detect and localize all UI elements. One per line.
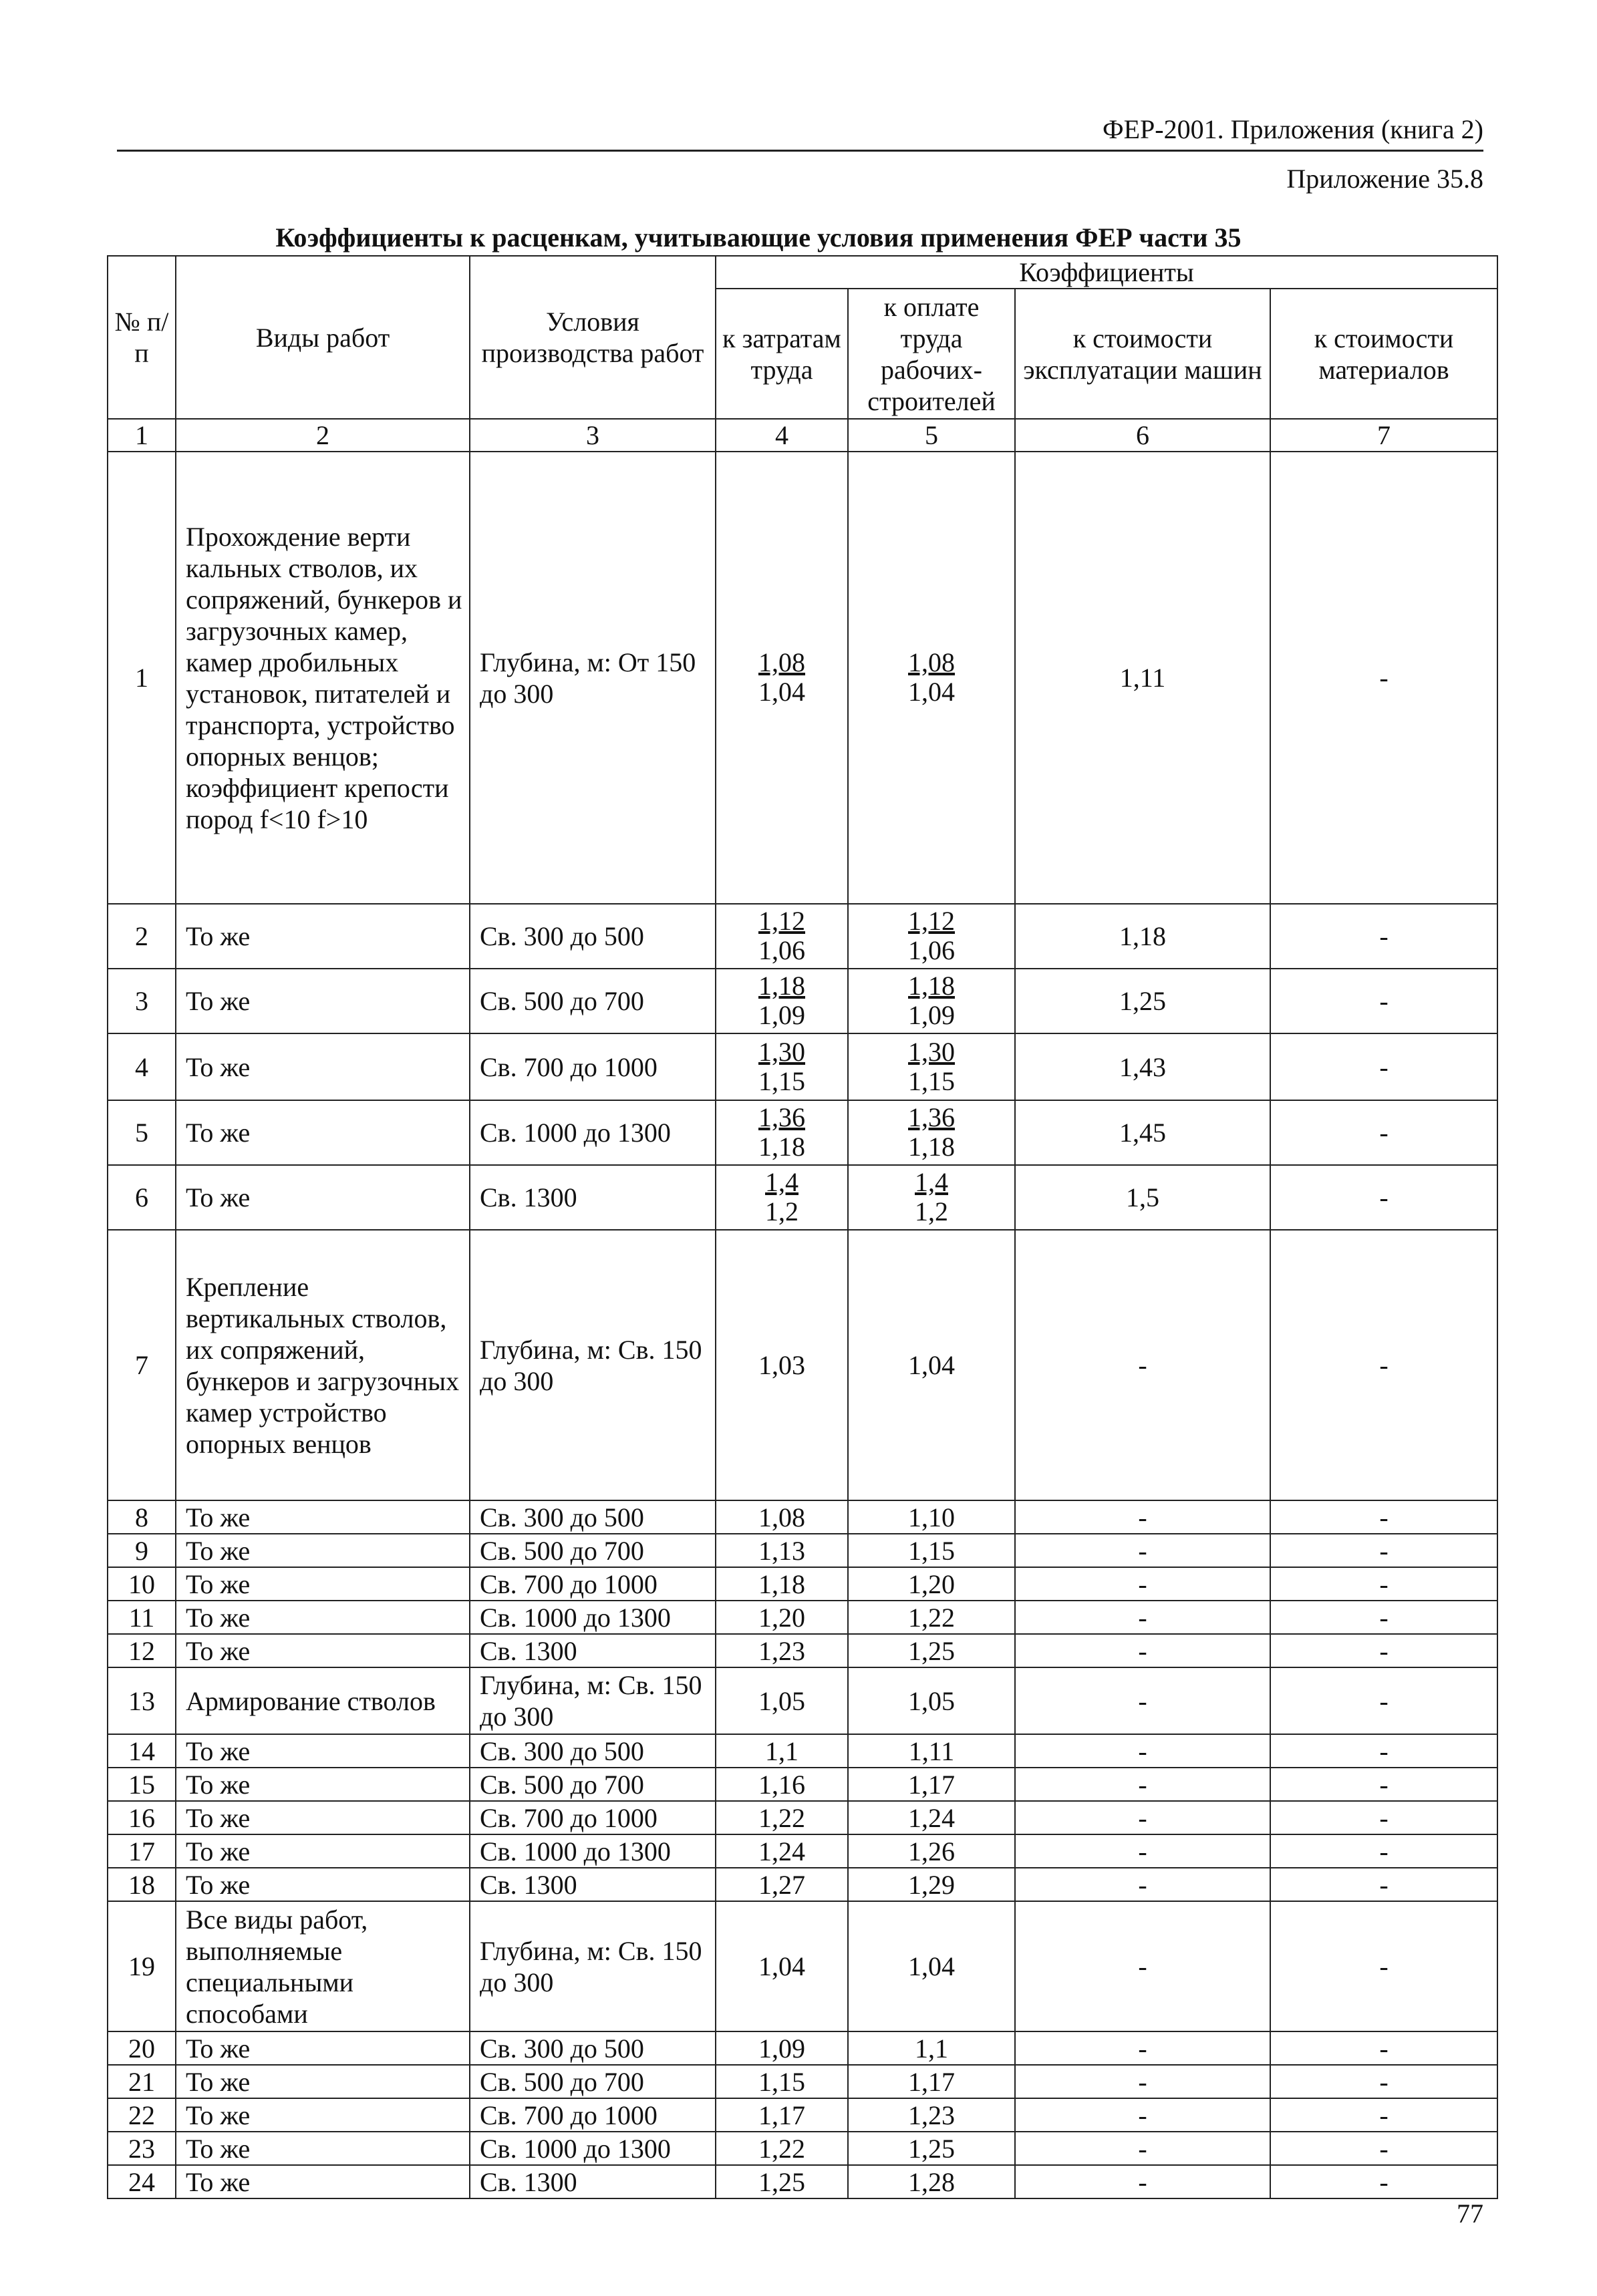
labor-coefficient-cell: 1,27 [716, 1868, 848, 1901]
materials-coefficient-cell: - [1270, 1230, 1497, 1500]
wage-coefficient-cell: 1,24 [848, 1801, 1015, 1834]
wage-coefficient-cell-fraction [908, 971, 955, 1030]
work-type-cell: То же [176, 1165, 470, 1230]
wage-coefficient-cell: 1,28 [848, 2165, 1015, 2198]
table-row [108, 1534, 1497, 1567]
labor-coefficient-cell-fraction [758, 907, 805, 965]
fraction-denominator: 1,2 [765, 1196, 798, 1226]
row-number: 3 [108, 969, 176, 1033]
table-row [108, 1230, 1497, 1500]
machines-coefficient-cell: - [1015, 1868, 1270, 1901]
wage-coefficient-cell: 1,17 [848, 1768, 1015, 1801]
conditions-cell: Св. 300 до 500 [470, 1500, 716, 1534]
work-type-cell: То же [176, 1734, 470, 1768]
fraction-numerator: 1,36 [758, 1102, 805, 1132]
machines-coefficient-cell: 1,25 [1015, 969, 1270, 1033]
work-type-cell: То же [176, 2031, 470, 2065]
materials-coefficient-cell: - [1270, 1834, 1497, 1868]
machines-coefficient-cell: - [1015, 1601, 1270, 1634]
table-row [108, 1768, 1497, 1801]
wage-coefficient-cell: 1,1 [848, 2031, 1015, 2065]
conditions-cell: Св. 1000 до 1300 [470, 1100, 716, 1165]
machines-coefficient-cell: 1,5 [1015, 1165, 1270, 1230]
labor-coefficient-cell-fraction [758, 971, 805, 1030]
fraction-numerator: 1,30 [758, 1036, 805, 1067]
labor-coefficient-cell: 1,15 [716, 2065, 848, 2098]
wage-coefficient-cell: 1,25 [848, 1634, 1015, 1667]
row-number: 19 [108, 1901, 176, 2031]
wage-coefficient-cell-fraction [908, 1037, 955, 1096]
labor-coefficient-cell [716, 969, 848, 1033]
table-row [108, 1834, 1497, 1868]
wage-coefficient-cell: 1,25 [848, 2132, 1015, 2165]
page-number: 77 [1457, 2198, 1483, 2229]
table-row [108, 1601, 1497, 1634]
fraction-denominator: 1,15 [908, 1065, 955, 1096]
wage-coefficient-cell: 1,23 [848, 2098, 1015, 2132]
wage-coefficient-cell: 1,11 [848, 1734, 1015, 1768]
machines-coefficient-cell: - [1015, 1534, 1270, 1567]
appendix-label: Приложение 35.8 [1286, 164, 1483, 194]
labor-coefficient-cell: 1,09 [716, 2031, 848, 2065]
conditions-cell: Глубина, м: Св. 150 до 300 [470, 1901, 716, 2031]
machines-coefficient-cell: - [1015, 1500, 1270, 1534]
machines-coefficient-cell: - [1015, 1734, 1270, 1768]
labor-coefficient-cell: 1,22 [716, 1801, 848, 1834]
conditions-cell: Св. 700 до 1000 [470, 1567, 716, 1601]
table-row [108, 1901, 1497, 2031]
row-number: 6 [108, 1165, 176, 1230]
materials-coefficient-cell: - [1270, 969, 1497, 1033]
machines-coefficient-cell: 1,11 [1015, 452, 1270, 904]
table-row [108, 1634, 1497, 1667]
materials-coefficient-cell: - [1270, 1100, 1497, 1165]
work-type-cell: То же [176, 1601, 470, 1634]
table-row [108, 2098, 1497, 2132]
labor-coefficient-cell [716, 1033, 848, 1100]
conditions-cell: Св. 500 до 700 [470, 1534, 716, 1567]
conditions-cell: Св. 1300 [470, 1868, 716, 1901]
materials-coefficient-cell: - [1270, 452, 1497, 904]
work-type-cell: То же [176, 1567, 470, 1601]
table-row [108, 1734, 1497, 1768]
header-wages: к оплате труда рабочих-строителей [848, 289, 1015, 419]
row-number: 24 [108, 2165, 176, 2198]
fraction-numerator: 1,4 [915, 1167, 948, 1197]
row-number: 23 [108, 2132, 176, 2165]
table-row [108, 1868, 1497, 1901]
machines-coefficient-cell: - [1015, 1230, 1270, 1500]
row-number: 18 [108, 1868, 176, 1901]
wage-coefficient-cell-fraction [908, 648, 955, 707]
labor-coefficient-cell-fraction [758, 1103, 805, 1162]
materials-coefficient-cell: - [1270, 904, 1497, 969]
coefficients-table [107, 255, 1498, 2199]
labor-coefficient-cell: 1,04 [716, 1901, 848, 2031]
work-type-cell: То же [176, 2132, 470, 2165]
conditions-cell: Св. 1300 [470, 2165, 716, 2198]
machines-coefficient-cell: - [1015, 2065, 1270, 2098]
coefficients-table-wrapper [107, 255, 1498, 2199]
row-number: 5 [108, 1100, 176, 1165]
fraction-numerator: 1,30 [908, 1036, 955, 1067]
materials-coefficient-cell: - [1270, 2065, 1497, 2098]
column-number: 4 [716, 419, 848, 452]
conditions-cell: Св. 1300 [470, 1634, 716, 1667]
row-number: 8 [108, 1500, 176, 1534]
row-number: 2 [108, 904, 176, 969]
labor-coefficient-cell-fraction [758, 648, 805, 707]
row-number: 17 [108, 1834, 176, 1868]
work-type-cell: То же [176, 1634, 470, 1667]
labor-coefficient-cell-fraction [765, 1168, 798, 1226]
machines-coefficient-cell: - [1015, 1834, 1270, 1868]
materials-coefficient-cell: - [1270, 1567, 1497, 1601]
conditions-cell: Глубина, м: Св. 150 до 300 [470, 1230, 716, 1500]
table-row [108, 1500, 1497, 1534]
machines-coefficient-cell: - [1015, 1801, 1270, 1834]
fraction-denominator: 1,06 [908, 935, 955, 965]
column-number-row [108, 419, 1497, 452]
fraction-denominator: 1,15 [758, 1065, 805, 1096]
conditions-cell: Св. 500 до 700 [470, 1768, 716, 1801]
conditions-cell: Св. 700 до 1000 [470, 2098, 716, 2132]
wage-coefficient-cell [848, 904, 1015, 969]
labor-coefficient-cell: 1,20 [716, 1601, 848, 1634]
fraction-denominator: 1,04 [758, 677, 805, 707]
work-type-cell: Все виды работ, выполняемые специальными способами [176, 1901, 470, 2031]
work-type-cell: То же [176, 1801, 470, 1834]
fraction-numerator: 1,12 [758, 906, 805, 936]
labor-coefficient-cell [716, 1165, 848, 1230]
conditions-cell: Св. 300 до 500 [470, 2031, 716, 2065]
conditions-cell: Св. 1000 до 1300 [470, 1834, 716, 1868]
conditions-cell: Св. 700 до 1000 [470, 1033, 716, 1100]
labor-coefficient-cell: 1,24 [716, 1834, 848, 1868]
labor-coefficient-cell: 1,23 [716, 1634, 848, 1667]
machines-coefficient-cell: - [1015, 2098, 1270, 2132]
conditions-cell: Св. 500 до 700 [470, 969, 716, 1033]
materials-coefficient-cell: - [1270, 2165, 1497, 2198]
labor-coefficient-cell: 1,08 [716, 1500, 848, 1534]
labor-coefficient-cell: 1,25 [716, 2165, 848, 2198]
row-number: 21 [108, 2065, 176, 2098]
table-row [108, 1667, 1497, 1734]
fraction-numerator: 1,08 [758, 647, 805, 677]
table-row [108, 904, 1497, 969]
row-number: 16 [108, 1801, 176, 1834]
table-row [108, 1801, 1497, 1834]
machines-coefficient-cell: - [1015, 2165, 1270, 2198]
wage-coefficient-cell-fraction [915, 1168, 948, 1226]
work-type-cell: Крепление вертикальных стволов, их сопряжений, бункеров и загрузочных камер устройство опорных венцов [176, 1230, 470, 1500]
fraction-denominator: 1,2 [915, 1196, 948, 1226]
machines-coefficient-cell: - [1015, 1768, 1270, 1801]
work-type-cell: То же [176, 2065, 470, 2098]
machines-coefficient-cell: - [1015, 1634, 1270, 1667]
table-row [108, 2165, 1497, 2198]
header-conditions: Условия производства работ [470, 256, 716, 419]
column-number: 2 [176, 419, 470, 452]
row-number: 4 [108, 1033, 176, 1100]
table-row [108, 1567, 1497, 1601]
machines-coefficient-cell: 1,18 [1015, 904, 1270, 969]
machines-coefficient-cell: - [1015, 1667, 1270, 1734]
conditions-cell: Св. 300 до 500 [470, 1734, 716, 1768]
materials-coefficient-cell: - [1270, 2031, 1497, 2065]
fraction-denominator: 1,04 [908, 677, 955, 707]
row-number: 1 [108, 452, 176, 904]
fraction-numerator: 1,36 [908, 1102, 955, 1132]
labor-coefficient-cell: 1,1 [716, 1734, 848, 1768]
labor-coefficient-cell: 1,13 [716, 1534, 848, 1567]
labor-coefficient-cell: 1,05 [716, 1667, 848, 1734]
table-row [108, 2065, 1497, 2098]
header-materials: к стоимости материалов [1270, 289, 1497, 419]
machines-coefficient-cell: - [1015, 1567, 1270, 1601]
materials-coefficient-cell: - [1270, 1801, 1497, 1834]
work-type-cell: То же [176, 1534, 470, 1567]
row-number: 15 [108, 1768, 176, 1801]
column-number: 7 [1270, 419, 1497, 452]
table-row [108, 2132, 1497, 2165]
materials-coefficient-cell: - [1270, 2098, 1497, 2132]
work-type-cell: То же [176, 1500, 470, 1534]
wage-coefficient-cell [848, 969, 1015, 1033]
table-row [108, 969, 1497, 1033]
table-row [108, 452, 1497, 904]
wage-coefficient-cell: 1,05 [848, 1667, 1015, 1734]
materials-coefficient-cell: - [1270, 1500, 1497, 1534]
fraction-numerator: 1,18 [908, 971, 955, 1001]
conditions-cell: Глубина, м: От 150 до 300 [470, 452, 716, 904]
fraction-numerator: 1,4 [765, 1167, 798, 1197]
row-number: 20 [108, 2031, 176, 2065]
conditions-cell: Св. 1300 [470, 1165, 716, 1230]
wage-coefficient-cell [848, 1100, 1015, 1165]
table-row [108, 1033, 1497, 1100]
work-type-cell: То же [176, 1100, 470, 1165]
wage-coefficient-cell [848, 1165, 1015, 1230]
table-row [108, 1100, 1497, 1165]
materials-coefficient-cell: - [1270, 1634, 1497, 1667]
conditions-cell: Св. 1000 до 1300 [470, 1601, 716, 1634]
labor-coefficient-cell: 1,03 [716, 1230, 848, 1500]
header-num: № п/п [108, 256, 176, 419]
row-number: 7 [108, 1230, 176, 1500]
labor-coefficient-cell [716, 452, 848, 904]
materials-coefficient-cell: - [1270, 1534, 1497, 1567]
wage-coefficient-cell [848, 1033, 1015, 1100]
work-type-cell: То же [176, 2165, 470, 2198]
fraction-denominator: 1,09 [908, 1000, 955, 1030]
work-type-cell: То же [176, 1834, 470, 1868]
wage-coefficient-cell [848, 452, 1015, 904]
materials-coefficient-cell: - [1270, 2132, 1497, 2165]
materials-coefficient-cell: - [1270, 1033, 1497, 1100]
materials-coefficient-cell: - [1270, 1901, 1497, 2031]
labor-coefficient-cell: 1,22 [716, 2132, 848, 2165]
labor-coefficient-cell: 1,16 [716, 1768, 848, 1801]
work-type-cell: То же [176, 1768, 470, 1801]
materials-coefficient-cell: - [1270, 1667, 1497, 1734]
row-number: 11 [108, 1601, 176, 1634]
conditions-cell: Св. 1000 до 1300 [470, 2132, 716, 2165]
row-number: 10 [108, 1567, 176, 1601]
work-type-cell: То же [176, 2098, 470, 2132]
conditions-cell: Св. 500 до 700 [470, 2065, 716, 2098]
fraction-numerator: 1,12 [908, 906, 955, 936]
table-row [108, 1165, 1497, 1230]
header-machines: к стоимости эксплуатации машин [1015, 289, 1270, 419]
work-type-cell: Прохождение верти кальных стволов, их сопряжений, бункеров и загрузочных камер, камер дробильных установок, питателей и транспорта, устройство опорных венцов; коэффициент крепости пород f<10 f>10 [176, 452, 470, 904]
row-number: 9 [108, 1534, 176, 1567]
table-row [108, 2031, 1497, 2065]
row-number: 22 [108, 2098, 176, 2132]
wage-coefficient-cell: 1,17 [848, 2065, 1015, 2098]
work-type-cell: То же [176, 1033, 470, 1100]
labor-coefficient-cell [716, 1100, 848, 1165]
materials-coefficient-cell: - [1270, 1601, 1497, 1634]
machines-coefficient-cell: - [1015, 2031, 1270, 2065]
table-body [108, 452, 1497, 2198]
conditions-cell: Глубина, м: Св. 150 до 300 [470, 1667, 716, 1734]
machines-coefficient-cell: 1,43 [1015, 1033, 1270, 1100]
fraction-numerator: 1,08 [908, 647, 955, 677]
materials-coefficient-cell: - [1270, 1165, 1497, 1230]
work-type-cell: То же [176, 904, 470, 969]
labor-coefficient-cell: 1,18 [716, 1567, 848, 1601]
wage-coefficient-cell: 1,29 [848, 1868, 1015, 1901]
wage-coefficient-cell: 1,15 [848, 1534, 1015, 1567]
conditions-cell: Св. 300 до 500 [470, 904, 716, 969]
table-title: Коэффициенты к расценкам, учитывающие условия применения ФЕР части 35 [275, 222, 1242, 253]
machines-coefficient-cell: - [1015, 2132, 1270, 2165]
wage-coefficient-cell: 1,04 [848, 1230, 1015, 1500]
table-head [108, 256, 1497, 452]
column-number: 3 [470, 419, 716, 452]
fraction-denominator: 1,06 [758, 935, 805, 965]
materials-coefficient-cell: - [1270, 1868, 1497, 1901]
header-labor-costs: к затратам труда [716, 289, 848, 419]
wage-coefficient-cell: 1,22 [848, 1601, 1015, 1634]
column-number: 5 [848, 419, 1015, 452]
row-number: 14 [108, 1734, 176, 1768]
wage-coefficient-cell: 1,20 [848, 1567, 1015, 1601]
machines-coefficient-cell: - [1015, 1901, 1270, 2031]
wage-coefficient-cell: 1,10 [848, 1500, 1015, 1534]
labor-coefficient-cell [716, 904, 848, 969]
fraction-denominator: 1,18 [908, 1132, 955, 1162]
labor-coefficient-cell: 1,17 [716, 2098, 848, 2132]
labor-coefficient-cell-fraction [758, 1037, 805, 1096]
header-coefficients: Коэффициенты [716, 256, 1497, 289]
fraction-denominator: 1,09 [758, 1000, 805, 1030]
column-number: 1 [108, 419, 176, 452]
materials-coefficient-cell: - [1270, 1734, 1497, 1768]
work-type-cell: Армирование стволов [176, 1667, 470, 1734]
row-number: 12 [108, 1634, 176, 1667]
wage-coefficient-cell-fraction [908, 907, 955, 965]
wage-coefficient-cell-fraction [908, 1103, 955, 1162]
conditions-cell: Св. 700 до 1000 [470, 1801, 716, 1834]
column-number: 6 [1015, 419, 1270, 452]
header-work-type: Виды работ [176, 256, 470, 419]
fraction-denominator: 1,18 [758, 1132, 805, 1162]
work-type-cell: То же [176, 1868, 470, 1901]
work-type-cell: То же [176, 969, 470, 1033]
row-number: 13 [108, 1667, 176, 1734]
materials-coefficient-cell: - [1270, 1768, 1497, 1801]
fraction-numerator: 1,18 [758, 971, 805, 1001]
running-header: ФЕР-2001. Приложения (книга 2) [117, 112, 1483, 152]
wage-coefficient-cell: 1,26 [848, 1834, 1015, 1868]
machines-coefficient-cell: 1,45 [1015, 1100, 1270, 1165]
wage-coefficient-cell: 1,04 [848, 1901, 1015, 2031]
